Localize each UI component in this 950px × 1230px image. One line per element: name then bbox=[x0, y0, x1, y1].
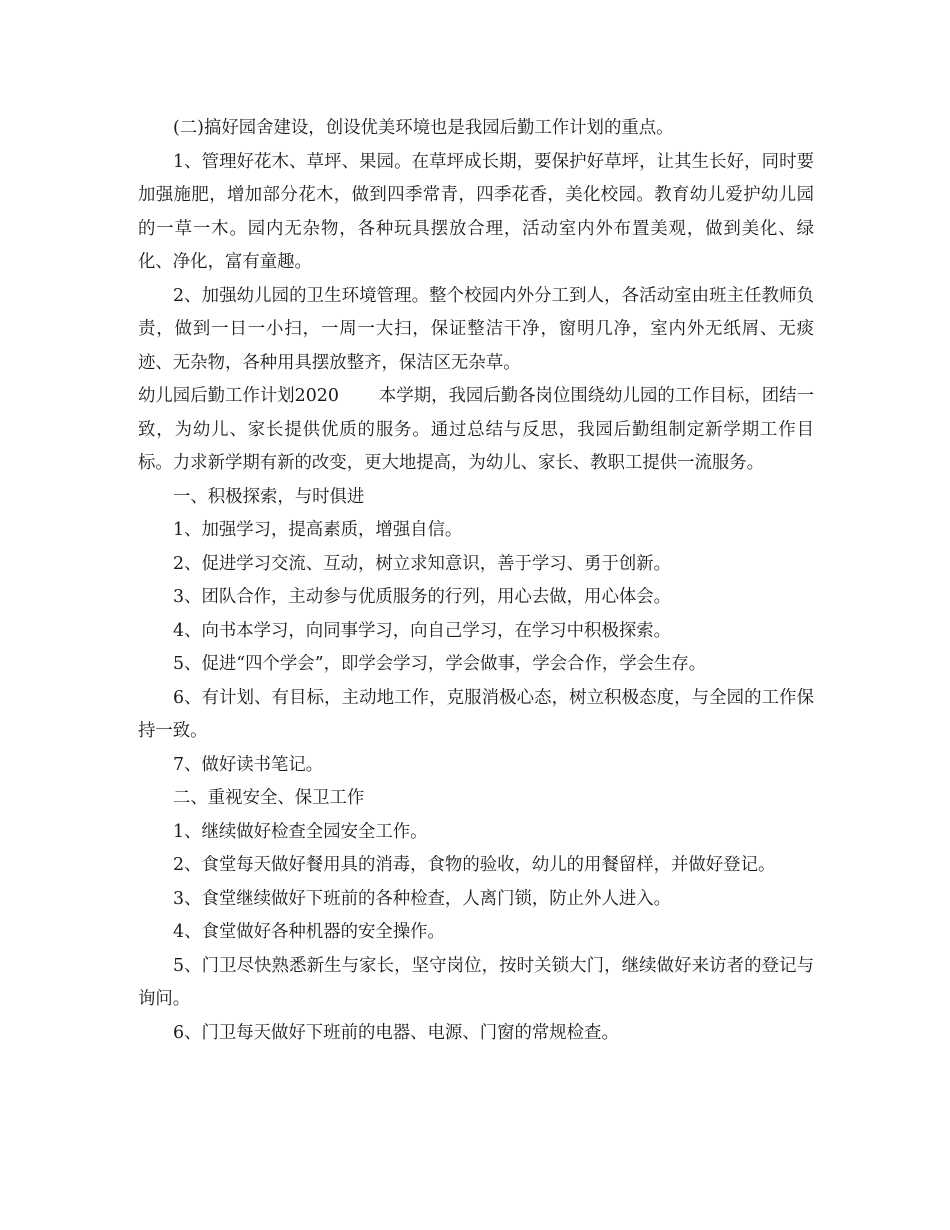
list-item: 1、继续做好检查全园安全工作。 bbox=[173, 821, 428, 842]
list-item: 6、有计划、有目标，主动地工作，克服消极心态，树立积极态度，与全园的工作保持一致。 bbox=[138, 687, 814, 741]
section-heading-safety: 二、重视安全、保卫工作 bbox=[173, 788, 365, 808]
paragraph-greenery-management: 1、管理好花木、草坪、果园。在草坪成长期，要保护好草坪，让其生长好，同时要加强施肥，增加部分花木，做到四季常青，四季花香，美化校园。教育幼儿爱护幼儿园的一草一木。园内无杂物，各种玩具摆放合理，活动室内外布置美观，做到美化、绿化、净化，富有童趣。 bbox=[138, 151, 814, 272]
list-item: 5、门卫尽快熟悉新生与家长，坚守岗位，按时关锁大门，继续做好来访者的登记与询问。 bbox=[138, 955, 814, 1009]
list-item: 2、食堂每天做好餐用具的消毒，食物的验收，幼儿的用餐留样，并做好登记。 bbox=[173, 855, 776, 875]
section-heading-campus-building: (二)搞好园舍建设，创设优美环境也是我园后勤工作计划的重点。 bbox=[173, 118, 674, 138]
paragraph-plan-intro bbox=[138, 380, 814, 481]
list-item: 4、向书本学习，向同事学习，向自己学习，在学习中积极探索。 bbox=[173, 620, 672, 641]
plan-intro-text: 本学期，我园后勤各岗位围绕幼儿园的工作目标，团结一致，为幼儿、家长提供优质的服务。通过总结与反思，我园后勤组制定新学期工作目标。力求新学期有新的改变，更大地提高，为幼儿、家长、教职工提供一流服务。 bbox=[138, 386, 814, 473]
list-item: 2、促进学习交流、互动，树立求知意识，善于学习、勇于创新。 bbox=[173, 553, 672, 574]
section-heading-explore: 一、积极探索，与时俱进 bbox=[173, 486, 365, 507]
document-body bbox=[138, 112, 814, 1050]
list-item: 4、食堂做好各种机器的安全操作。 bbox=[173, 922, 445, 942]
inline-document-title: 幼儿园后勤工作计划2020 bbox=[138, 386, 339, 406]
list-item: 7、做好读书笔记。 bbox=[173, 754, 324, 775]
list-item: 1、加强学习，提高素质，增强自信。 bbox=[173, 520, 463, 540]
list-item: 6、门卫每天做好下班前的电器、电源、门窗的常规检查。 bbox=[173, 1022, 619, 1043]
paragraph-hygiene-management: 2、加强幼儿园的卫生环境管理。整个校园内外分工到人，各活动室由班主任教师负责，做到一日一小扫，一周一大扫，保证整洁干净，窗明几净，室内外无纸屑、无痰迹、无杂物，各种用具摆放整齐，保洁区无杂草。 bbox=[138, 285, 814, 373]
list-item: 5、促进“四个学会”，即学会学习，学会做事，学会合作，学会生存。 bbox=[173, 654, 707, 674]
list-item: 3、食堂继续做好下班前的各种检查，人离门锁，防止外人进入。 bbox=[173, 888, 672, 909]
list-item: 3、团队合作，主动参与优质服务的行列，用心去做，用心体会。 bbox=[173, 587, 672, 607]
